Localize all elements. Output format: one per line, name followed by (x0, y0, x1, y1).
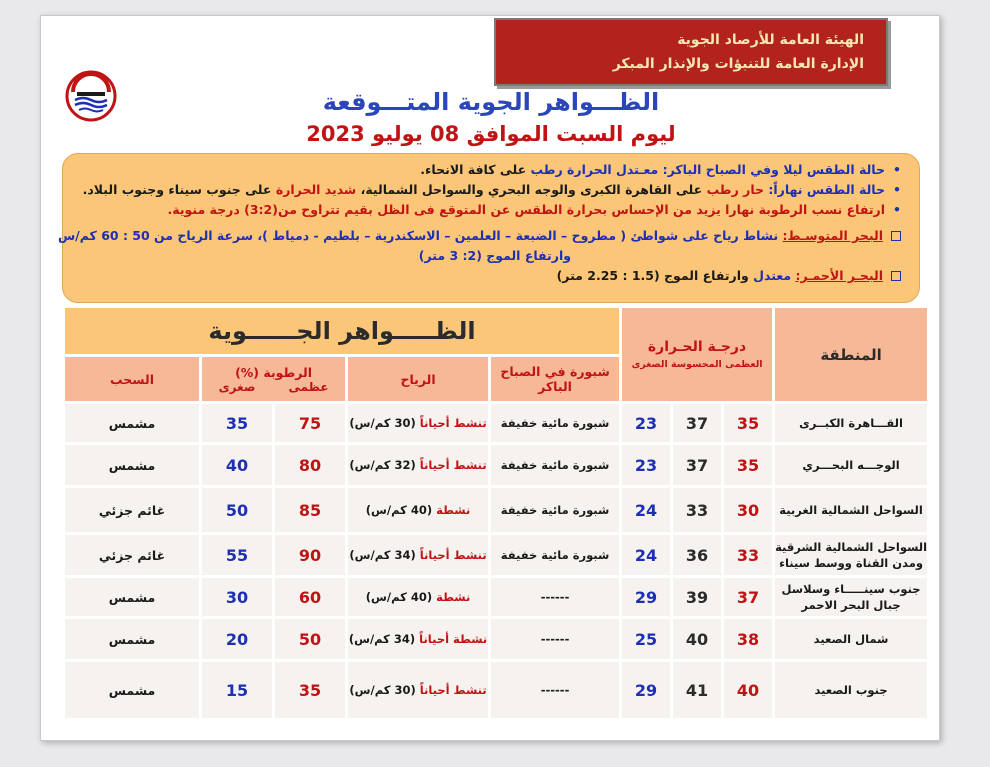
bullet-icon: • (893, 202, 901, 217)
wind-cell: نشطة أحياناً (34 كم/س) (348, 619, 488, 659)
wind-cell: نشطة (40 كم/س) (348, 578, 488, 616)
humidity-min-cell: 30 (202, 578, 272, 616)
feel-temp-cell: 33 (673, 488, 721, 532)
humidity-max-cell: 80 (275, 445, 345, 485)
min-temp-cell: 24 (622, 535, 670, 575)
organization-header (494, 18, 888, 86)
min-temp-cell: 23 (622, 445, 670, 485)
table-row (65, 662, 927, 718)
fog-cell: ------ (491, 662, 619, 718)
fog-cell: شبورة مائية خفيفة (491, 445, 619, 485)
feel-temp-cell: 39 (673, 578, 721, 616)
table-row (65, 404, 927, 442)
min-temp-cell: 23 (622, 404, 670, 442)
phenomena-title: الظـــــواهر الجــــــوية (65, 308, 619, 354)
cloud-cell: غائم جزئي (65, 488, 199, 532)
max-temp-cell: 33 (724, 535, 772, 575)
humidity-note-line: •ارتفاع نسب الرطوبة نهارا يزيد من الإحساس بحرارة الطقس عن المتوقع فى الظل بقيم تتراوح من(3:2) درجة منوية. (167, 202, 901, 217)
max-temp-cell: 35 (724, 445, 772, 485)
forecast-date: ليوم السبت الموافق 08 يوليو 2023 (306, 122, 676, 146)
cloud-header: السحب (65, 357, 199, 401)
checkbox-square-icon (891, 271, 901, 281)
region-cell: شمال الصعيد (775, 619, 927, 659)
red-sea-line: البحـر الأحمـر: معتدل وارتفاع الموج (1.5 : 2.25 متر) (75, 266, 901, 286)
max-temp-cell: 35 (724, 404, 772, 442)
wind-cell: تنشط أحياناً (32 كم/س) (348, 445, 488, 485)
cloud-cell: غائم جزئي (65, 535, 199, 575)
fog-header: شبورة في الصباح الباكر (491, 357, 619, 401)
wind-cell: تنشط أحياناً (30 كم/س) (348, 662, 488, 718)
wind-header: الرياح (348, 357, 488, 401)
mediterranean-waves-line: وارتفاع الموج (2: 3 متر) (418, 248, 571, 263)
region-cell: السواحل الشمالية الغربية (775, 488, 927, 532)
fog-cell: ------ (491, 578, 619, 616)
table-row (65, 535, 927, 575)
summary-box (57, 153, 920, 303)
humidity-max-cell: 50 (275, 619, 345, 659)
min-temp-cell: 24 (622, 488, 670, 532)
max-temp-cell: 38 (724, 619, 772, 659)
region-cell: جنوب سينـــــاء وسلاسل جبال البحر الاحمر (775, 578, 927, 616)
min-temp-cell: 29 (622, 662, 670, 718)
checkbox-square-icon (891, 231, 901, 241)
cloud-cell: مشمس (65, 404, 199, 442)
max-temp-cell: 40 (724, 662, 772, 718)
humidity-max-cell: 85 (275, 488, 345, 532)
fog-cell: ------ (491, 619, 619, 659)
org-department: الإدارة العامة للتنبؤات والإنذار المبكر (612, 56, 864, 72)
meteorology-logo-icon (65, 70, 117, 122)
humidity-max-cell: 60 (275, 578, 345, 616)
feel-temp-cell: 36 (673, 535, 721, 575)
cloud-cell: مشمس (65, 619, 199, 659)
night-condition-line: •حالة الطقس ليلا وفي الصباح الباكر: معـتدل الحرارة رطب على كافة الانحاء. (420, 162, 901, 177)
max-temp-cell: 37 (724, 578, 772, 616)
region-cell: السواحل الشمالية الشرقية ومدن القناة ووسط سيناء (775, 535, 927, 575)
humidity-min-cell: 40 (202, 445, 272, 485)
org-name: الهيئة العامة للأرصاد الجوية (677, 32, 864, 48)
feel-temp-cell: 37 (673, 445, 721, 485)
min-temp-cell: 25 (622, 619, 670, 659)
wind-cell: نشطة (40 كم/س) (348, 488, 488, 532)
mediterranean-line: البحر المتوسـط: نشاط رياح على شواطئ ( مطروح – الضبعة – العلمين – الاسكندرية – بلطيم - دمياط )، سرعة الرياح من 50 : 60 كم/س (75, 226, 901, 246)
day-condition-line: •حالة الطقس نهاراً: حار رطب على القاهرة الكبرى والوجه البحري والسواحل الشمالية، شديد الحرارة على جنوب سيناء وجنوب البلاد. (82, 182, 901, 197)
humidity-max-cell: 35 (275, 662, 345, 718)
table-row (65, 619, 927, 659)
feel-temp-cell: 41 (673, 662, 721, 718)
fog-cell: شبورة مائية خفيفة (491, 535, 619, 575)
humidity-max-cell: 75 (275, 404, 345, 442)
cloud-cell: مشمس (65, 445, 199, 485)
region-cell: جنوب الصعيد (775, 662, 927, 718)
humidity-header: الرطوبة (%) عظمى صغرى (202, 357, 345, 401)
table-row (65, 578, 927, 616)
max-temp-cell: 30 (724, 488, 772, 532)
fog-cell: شبورة مائية خفيفة (491, 404, 619, 442)
humidity-min-cell: 50 (202, 488, 272, 532)
humidity-min-cell: 15 (202, 662, 272, 718)
humidity-min-cell: 20 (202, 619, 272, 659)
cloud-cell: مشمس (65, 578, 199, 616)
table-row (65, 445, 927, 485)
feel-temp-cell: 37 (673, 404, 721, 442)
min-temp-cell: 29 (622, 578, 670, 616)
region-cell: الوجـــه البحـــري (775, 445, 927, 485)
bullet-icon: • (893, 162, 901, 177)
weather-table (62, 305, 930, 721)
region-header: المنطقة (775, 308, 927, 401)
table-row (65, 488, 927, 532)
wind-cell: تنشط أحياناً (34 كم/س) (348, 535, 488, 575)
region-cell: القـــاهرة الكبــرى (775, 404, 927, 442)
humidity-max-cell: 90 (275, 535, 345, 575)
cloud-cell: مشمس (65, 662, 199, 718)
bullet-icon: • (893, 182, 901, 197)
fog-cell: شبورة مائية خفيفة (491, 488, 619, 532)
wind-cell: تنشط أحياناً (30 كم/س) (348, 404, 488, 442)
bulletin-frame (40, 15, 940, 741)
feel-temp-cell: 40 (673, 619, 721, 659)
temperature-header: درجـة الحـرارة العظمى المحسوسة الصغرى (622, 308, 772, 401)
humidity-min-cell: 55 (202, 535, 272, 575)
humidity-min-cell: 35 (202, 404, 272, 442)
page-title: الظـــواهر الجوية المتـــوقعة (322, 88, 660, 116)
